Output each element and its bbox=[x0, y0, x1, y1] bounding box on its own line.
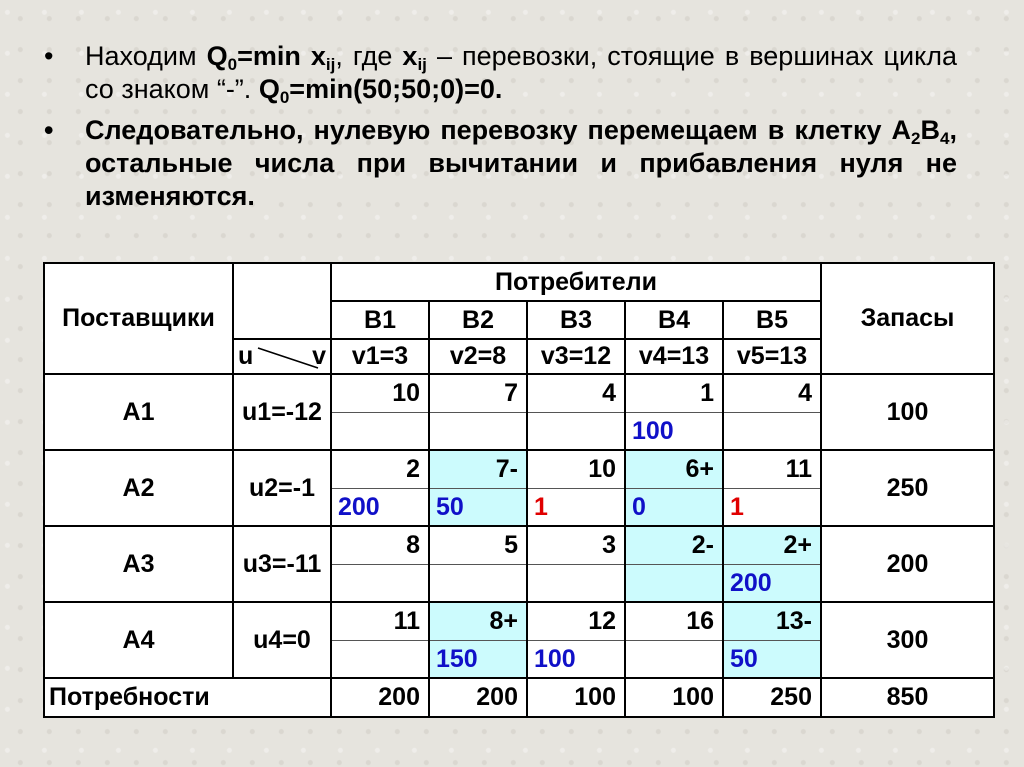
estimate-cell: 1 bbox=[527, 489, 625, 527]
allocation-cell bbox=[527, 565, 625, 603]
stock-value: 100 bbox=[821, 374, 994, 450]
supplier-row bbox=[44, 602, 994, 641]
cost-cell: 3 bbox=[527, 526, 625, 565]
cost-cell: 7 bbox=[429, 374, 527, 413]
allocation-cell: 200 bbox=[331, 489, 429, 527]
allocation-cell bbox=[527, 413, 625, 451]
text-fragment: , остальные числа при вычитании и прибавления нуля не изменяются. bbox=[85, 115, 957, 211]
allocation-cell bbox=[331, 641, 429, 679]
consumers-header: Потребители bbox=[331, 263, 821, 301]
supplier-name: А2 bbox=[44, 450, 233, 526]
demand-value: 200 bbox=[429, 678, 527, 717]
supplier-name: А3 bbox=[44, 526, 233, 602]
stock-header: Запасы bbox=[821, 263, 994, 374]
min-expression: =min x bbox=[237, 41, 326, 71]
subscript: 4 bbox=[940, 129, 950, 148]
demand-row bbox=[44, 678, 994, 717]
cost-cell: 12 bbox=[527, 602, 625, 641]
demand-value: 250 bbox=[723, 678, 821, 717]
potential-v5: v5=13 bbox=[723, 339, 821, 374]
allocation-cell bbox=[331, 565, 429, 603]
allocation-cell bbox=[429, 565, 527, 603]
cost-cell: 16 bbox=[625, 602, 723, 641]
stock-value: 200 bbox=[821, 526, 994, 602]
potential-v1: v1=3 bbox=[331, 339, 429, 374]
cost-cell: 2+ bbox=[723, 526, 821, 565]
suppliers-header: Поставщики bbox=[44, 263, 233, 374]
transport-table bbox=[43, 262, 995, 718]
supplier-row bbox=[44, 450, 994, 489]
text-fragment: – перевозки, стоящие в вершинах цикла со знаком “-”. bbox=[85, 41, 957, 104]
text-fragment: Следовательно, нулевую перевозку перемещаем в клетку А bbox=[85, 115, 912, 145]
stock-value: 250 bbox=[821, 450, 994, 526]
allocation-cell bbox=[429, 413, 527, 451]
cost-cell: 1 bbox=[625, 374, 723, 413]
supplier-name: А1 bbox=[44, 374, 233, 450]
bullet-icon: • bbox=[44, 115, 54, 145]
cost-cell: 11 bbox=[331, 602, 429, 641]
allocation-cell: 0 bbox=[625, 489, 723, 527]
demand-value: 100 bbox=[625, 678, 723, 717]
cost-cell: 2- bbox=[625, 526, 723, 565]
allocation-cell: 50 bbox=[723, 641, 821, 679]
q0-symbol: Q bbox=[206, 41, 228, 71]
subscript: ij bbox=[325, 55, 336, 74]
allocation-cell: 200 bbox=[723, 565, 821, 603]
text-fragment: Находим bbox=[85, 41, 207, 71]
cost-cell: 8 bbox=[331, 526, 429, 565]
cost-cell: 4 bbox=[527, 374, 625, 413]
potential-u: u3=-11 bbox=[233, 526, 331, 602]
v-label: v bbox=[312, 342, 326, 370]
slide-text bbox=[42, 40, 957, 213]
cost-cell: 5 bbox=[429, 526, 527, 565]
subscript: 2 bbox=[911, 129, 921, 148]
potential-u: u1=-12 bbox=[233, 374, 331, 450]
estimate-cell: 1 bbox=[723, 489, 821, 527]
allocation-cell: 50 bbox=[429, 489, 527, 527]
subscript: ij bbox=[417, 55, 427, 74]
supplier-rows bbox=[44, 374, 994, 678]
q0-result: =min(50;50;0)=0. bbox=[289, 74, 503, 104]
potential-v2: v2=8 bbox=[429, 339, 527, 374]
u-label: u bbox=[238, 342, 254, 370]
potential-u: u2=-1 bbox=[233, 450, 331, 526]
supplier-row bbox=[44, 526, 994, 565]
consumer-header-1: В1 bbox=[331, 301, 429, 339]
potential-u: u4=0 bbox=[233, 602, 331, 678]
cost-cell: 6+ bbox=[625, 450, 723, 489]
stock-value: 300 bbox=[821, 602, 994, 678]
allocation-cell bbox=[625, 641, 723, 679]
q0-symbol: Q bbox=[258, 74, 280, 104]
consumer-header-2: В2 bbox=[429, 301, 527, 339]
allocation-cell bbox=[331, 413, 429, 451]
uv-corner-cell bbox=[233, 339, 331, 374]
consumer-header-4: В4 bbox=[625, 301, 723, 339]
x-symbol: x bbox=[402, 41, 418, 71]
allocation-cell: 100 bbox=[625, 413, 723, 451]
demand-value: 200 bbox=[331, 678, 429, 717]
demand-label: Потребности bbox=[44, 678, 331, 717]
total-value: 850 bbox=[821, 678, 994, 717]
cost-cell: 10 bbox=[527, 450, 625, 489]
consumer-header-5: В5 bbox=[723, 301, 821, 339]
cost-cell: 7- bbox=[429, 450, 527, 489]
subscript: 0 bbox=[227, 55, 238, 74]
supplier-row bbox=[44, 374, 994, 413]
text-fragment: В bbox=[920, 115, 941, 145]
cost-cell: 2 bbox=[331, 450, 429, 489]
text-fragment: , где bbox=[335, 41, 403, 71]
bullet-paragraph-1 bbox=[42, 40, 957, 106]
cost-cell: 13- bbox=[723, 602, 821, 641]
subscript: 0 bbox=[279, 88, 290, 107]
empty-header-cell bbox=[233, 263, 331, 339]
cost-cell: 8+ bbox=[429, 602, 527, 641]
cost-cell: 11 bbox=[723, 450, 821, 489]
bullet-icon: • bbox=[44, 41, 54, 71]
allocation-cell: 150 bbox=[429, 641, 527, 679]
allocation-cell bbox=[723, 413, 821, 451]
supplier-name: А4 bbox=[44, 602, 233, 678]
cost-cell: 4 bbox=[723, 374, 821, 413]
potential-v4: v4=13 bbox=[625, 339, 723, 374]
demand-value: 100 bbox=[527, 678, 625, 717]
consumer-header-3: В3 bbox=[527, 301, 625, 339]
allocation-cell bbox=[625, 565, 723, 603]
bullet-paragraph-2 bbox=[42, 114, 957, 213]
potential-v3: v3=12 bbox=[527, 339, 625, 374]
allocation-cell: 100 bbox=[527, 641, 625, 679]
cost-cell: 10 bbox=[331, 374, 429, 413]
